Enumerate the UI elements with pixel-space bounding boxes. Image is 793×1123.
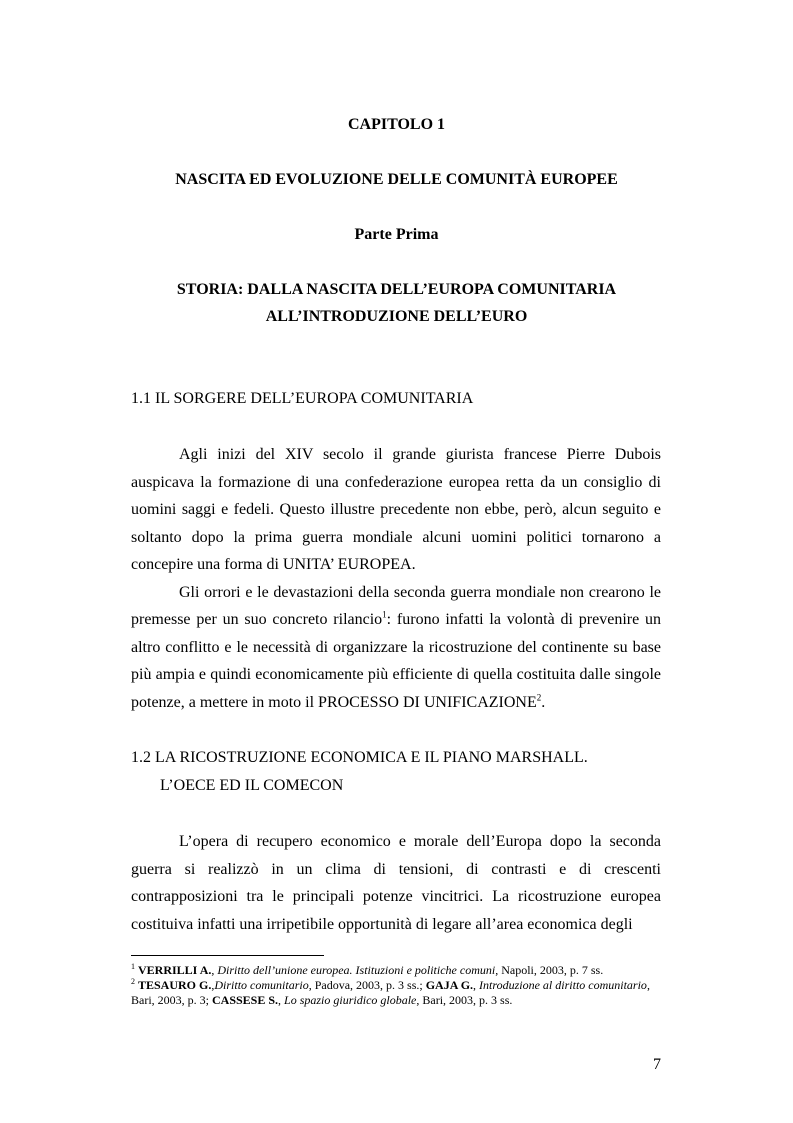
- chapter-title: NASCITA ED EVOLUZIONE DELLE COMUNITÀ EUROPEE: [175, 171, 618, 188]
- paragraph-2: Gli orrori e le devastazioni della seconda guerra mondiale non crearono le premesse per un suo concreto rilancio$^1$: furono infatti la volontà di prevenire un altro conflitto e le necessità di organizzare la ricostruzione del continente su base più ampia e quindi economicamente più efficiente di quella costituita dalle singole potenze, a mettere in moto il PROCESSO DI UNIFICAZIONE$^2$.: [131, 583, 661, 711]
- section-heading-1-2-line-2: L’OECE ED IL COMECON: [160, 777, 344, 794]
- footnote-ref-1[interactable]: 1: [382, 609, 387, 620]
- section-1-2-body: [131, 828, 661, 938]
- paragraph-1: Agli inizi del XIV secolo il grande giurista francese Pierre Dubois auspicava la formazione di una confederazione europea retta da un consiglio di uomini saggi e fedeli. Questo illustre precedente non ebbe, però, alcun seguito e soltanto dopo la prima guerra mondiale alcuni uomini politici tornarono a concepire una forma di UNITA’ EUROPEA.: [131, 446, 661, 573]
- footnote-separator: [131, 955, 324, 956]
- part-title-line-1: STORIA: DALLA NASCITA DELL’EUROPA COMUNITARIA: [176, 281, 617, 298]
- page-number: 7: [653, 1056, 661, 1073]
- part-label: Parte Prima: [354, 226, 439, 243]
- footnote-ref-2[interactable]: 2: [536, 692, 542, 703]
- footnote-1: $^1$ VERRILLI A., Diritto dell’unione europea. Istituzioni e politiche comuni, Napoli, 2003, p. 7 ss.: [131, 962, 604, 977]
- footnote-2: $^2$ TESAURO G.,Diritto comunitario, Padova, 2003, p. 3 ss.; GAJA G., Introduzione al diritto comunitario, Bari, 2003, p. 3; CASSESE S., Lo spazio giuridico globale, Bari, 2003, p. 3 ss.: [131, 977, 650, 1007]
- section-heading-1-1: 1.1 IL SORGERE DELL’EUROPA COMUNITARIA: [131, 390, 474, 407]
- part-title-line-2: ALL’INTRODUZIONE DELL’EURO: [265, 308, 528, 325]
- section-1-1-body: [131, 441, 661, 716]
- footnotes: [131, 963, 663, 1008]
- chapter-number: CAPITOLO 1: [347, 116, 446, 133]
- paragraph-3: L’opera di recupero economico e morale dell’Europa dopo la seconda guerra si realizzò in un clima di tensioni, di contrasti e di crescenti contrapposizioni tra le principali potenze vincitrici. La ricostruzione europea costituiva infatti una irripetibile opportunità di legare all’area economica degli: [131, 833, 661, 933]
- section-heading-1-2-line-1: 1.2 LA RICOSTRUZIONE ECONOMICA E IL PIANO MARSHALL.: [131, 749, 588, 766]
